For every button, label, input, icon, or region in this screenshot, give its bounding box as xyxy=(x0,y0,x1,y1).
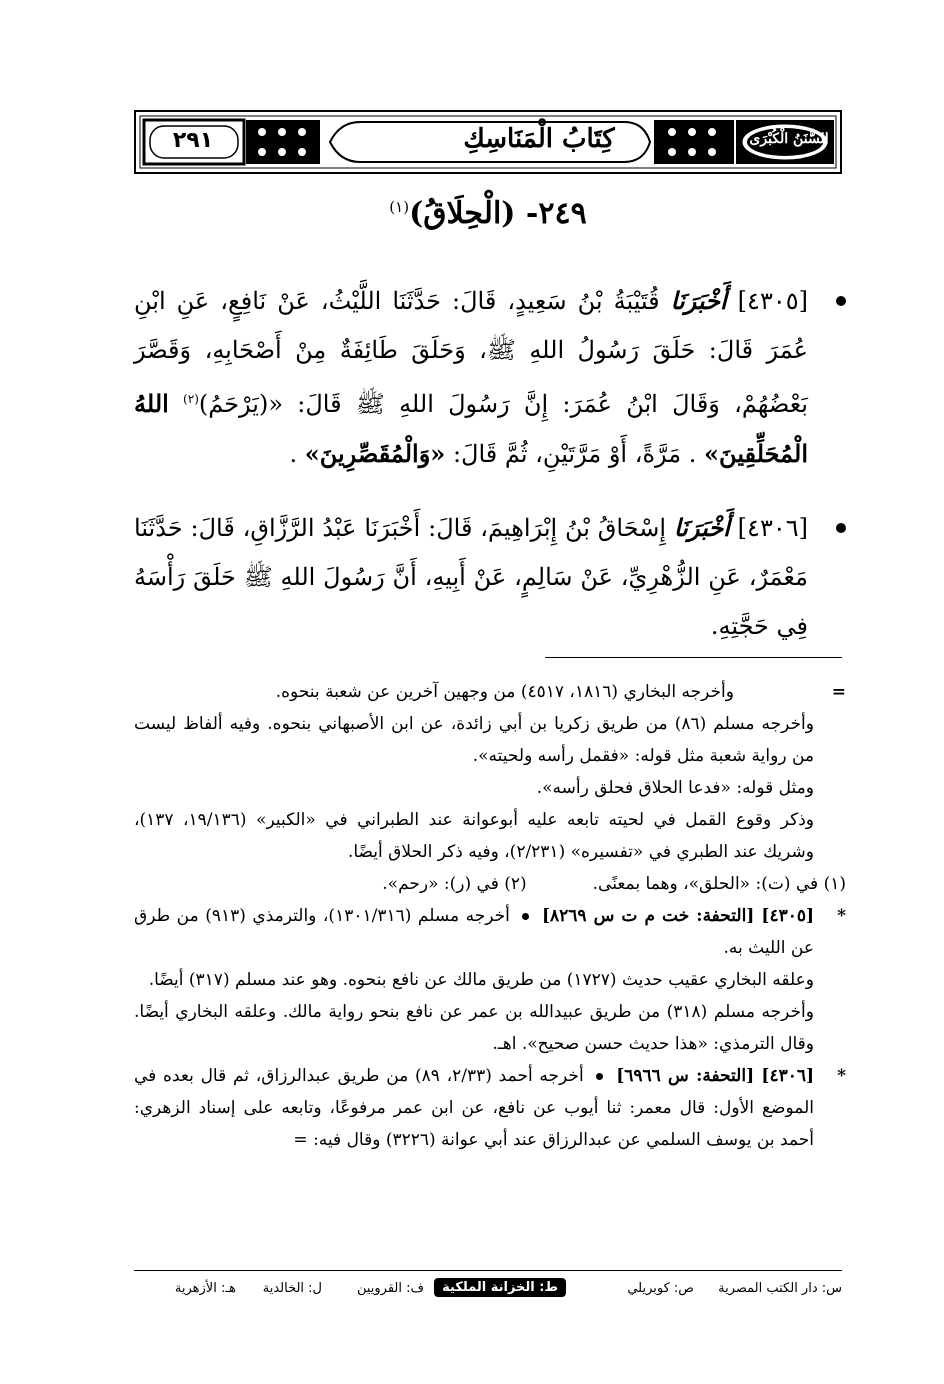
main-text xyxy=(134,276,842,663)
star-icon: * xyxy=(837,906,846,926)
page-header xyxy=(134,110,842,174)
chapter-footnote-mark: (١) xyxy=(389,198,410,216)
footnote-text: وأخرجه مسلم (٨٦) من طريق زكريا بن أبي زائدة، عن ابن الأصبهاني بنحوه. وفيه ألفاظ ليست من رواية شعبة مثل قوله: «فقمل رأسه ولحيته». xyxy=(134,714,814,766)
star-icon: * xyxy=(837,1066,846,1086)
footnote-separator xyxy=(545,657,842,658)
takhrij-4305 xyxy=(134,900,846,964)
continuation-mark: = xyxy=(293,1130,308,1150)
legend-item: ل: الخالدية xyxy=(262,1281,322,1296)
footnotes xyxy=(134,676,846,1156)
footnote-text: وأخرجه البخاري (١٨١٦، ٤٥١٧) من وجهين آخرين عن شعبة بنحوه. xyxy=(275,682,734,702)
takhrij-text: أخرجه أحمد (٢/٣٣، ٨٩) من طريق عبدالرزاق، ثم قال بعده في الموضع الأول: قال معمر: ثنا أيوب عن نافع، عن ابن عمر مرفوعًا، وتابعه على إسناد الزهري: أحمد بن يوسف السلمي عن عبدالرزاق عند أبي عوانة (٣٢٢٦) وقال فيه: xyxy=(134,1066,814,1150)
takhrij-ref: [٤٣٠٥] [التحفة: خت م ت س ٨٢٦٩] xyxy=(541,906,815,926)
hadith-emphasis: اللهُ الْمُحَلِّقِينَ» xyxy=(134,389,808,468)
running-title: كِتَابُ الْمَنَاسِكِ xyxy=(463,124,615,154)
book-emblem: السُّنَنُ الْكُبْرَى xyxy=(749,131,829,147)
legend-separator xyxy=(134,1270,842,1271)
takhrij-text: وأخرجه مسلم (٣١٨) من طريق عبيدالله بن عمر عن نافع بنحو رواية مالك. وعلقه البخاري أيضًا. وقال الترمذي: «هذا حديث حسن صحيح». اهـ. xyxy=(134,1002,814,1054)
hadith-number: [٤٣٠٦] xyxy=(737,514,808,542)
footnote-continued xyxy=(134,676,846,708)
legend-item: هـ: الأزهرية xyxy=(174,1281,236,1296)
hadith-text: . مَرَّةً، أَوْ مَرَّتَيْنِ، ثُمَّ قَالَ: xyxy=(452,440,697,468)
hadith-text: إِسْحَاقُ بْنُ إِبْرَاهِيمَ، قَالَ: أَخْبَرَنَا عَبْدُ الرَّزَّاقِ، قَالَ: حَدَّثَنَا مَعْمَرٌ، عَنِ الزُّهْرِيِّ، عَنْ سَالِمٍ، عَنْ أَبِيهِ، أَنَّ رَسُولَ اللهِ ﷺ حَلَقَ رَأْسَهُ فِي حَجَّتِهِ. xyxy=(134,514,808,640)
bullet-icon xyxy=(836,296,846,306)
takhrij-text: وعلقه البخاري عقيب حديث (١٧٢٧) من طريق مالك عن نافع بنحوه. وهو عند مسلم (٣١٧) أيضًا. xyxy=(148,970,814,990)
hadith-number: [٤٣٠٥] xyxy=(737,287,808,315)
legend-item: ص: كوبريلي xyxy=(627,1281,694,1296)
hadith-text: قُتَيْبَةُ بْنُ سَعِيدٍ، قَالَ: حَدَّثَنَا اللَّيْثُ، عَنْ نَافِعٍ، عَنِ ابْنِ عُمَرَ قَالَ: حَلَقَ رَسُولُ اللهِ ﷺ، وَحَلَقَ طَائِفَةٌ مِنْ أَصْحَابِهِ، وَقَصَّرَ بَعْضُهُمْ، وَقَالَ ابْنُ عُمَرَ: إِنَّ رَسُولَ اللهِ ﷺ قَالَ: «(يَرْحَمُ) xyxy=(134,287,808,418)
legend-item: ف: القرويين xyxy=(356,1281,424,1296)
manuscript-legend xyxy=(134,1278,842,1304)
footnote-2: (٢) في (ر): «رحم». xyxy=(382,874,527,894)
bullet-icon xyxy=(836,523,846,533)
footnote-text: وذكر وقوع القمل في لحيته تابعه عليه أبوعوانة عند الطبراني في «الكبير» (١٩/١٣٦، ١٣٧)، وشريك عند الطبري في «تفسيره» (٢/٢٣١)، وفيه ذكر الحلاق أيضًا. xyxy=(134,810,815,862)
takhrij-4306 xyxy=(134,1060,846,1156)
hadith-4306 xyxy=(134,503,842,651)
hadith-emphasis: «وَالْمُقَصِّرِينَ» xyxy=(304,439,446,468)
takhrij-text: أخرجه مسلم (١٣٠١/٣١٦)، والترمذي (٩١٣) من طرق عن الليث به. xyxy=(134,906,814,958)
takhrij-ref: [٤٣٠٦] [التحفة: س ٦٩٦٦] xyxy=(616,1066,815,1086)
chapter-title xyxy=(134,196,842,231)
legend-item: س: دار الكتب المصرية xyxy=(718,1281,842,1296)
hadith-text: . xyxy=(289,440,298,468)
footnote-1: (١) في (ت): «الحلق»، وهما بمعنًى. xyxy=(592,874,846,894)
akhbarana-word: أَخْبَرَنَا xyxy=(670,286,727,315)
hadith-4305 xyxy=(134,276,842,479)
footnote-text: ومثل قوله: «فدعا الحلاق فحلق رأسه». xyxy=(536,778,814,798)
akhbarana-word: أَخْبَرَنَا xyxy=(673,513,730,542)
dot-icon xyxy=(596,1073,603,1080)
chapter-title-text: ٢٤٩- (الْحِلَاقُ) xyxy=(409,196,587,231)
dot-icon xyxy=(522,913,529,920)
continuation-mark: = xyxy=(831,682,846,702)
footnote-row xyxy=(134,868,846,900)
page-number: ٢٩١ xyxy=(172,128,214,153)
footnote-mark: (٢) xyxy=(183,392,199,406)
legend-item-highlight: ط: الخزانة الملكية xyxy=(434,1278,566,1297)
